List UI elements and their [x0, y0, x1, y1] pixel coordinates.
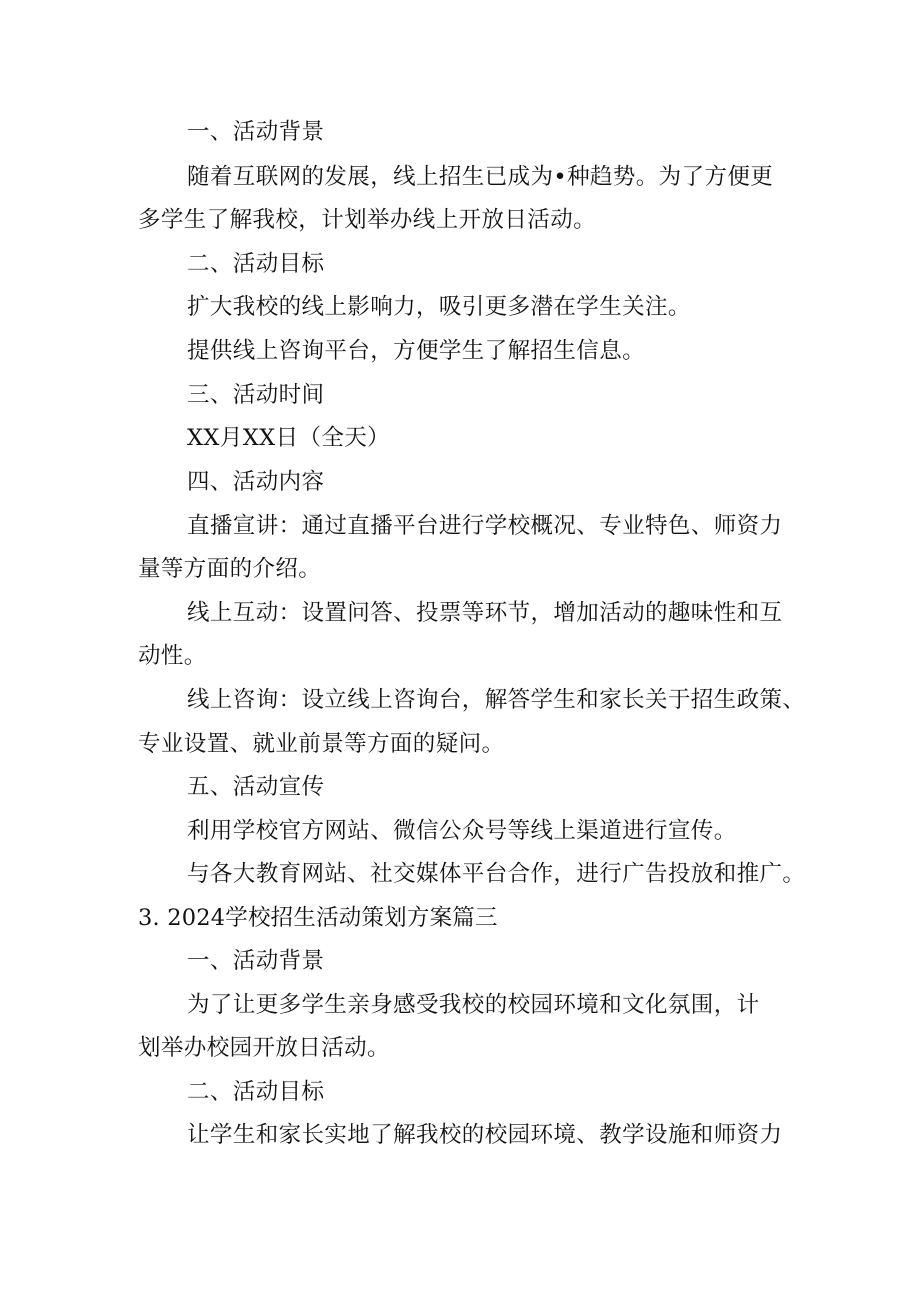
paragraph-line: 为了让更多学生亲身感受我校的校园环境和文化氛围，计: [187, 992, 760, 1018]
paragraph-line: 让学生和家长实地了解我校的校园环境、教学设施和师资力: [187, 1122, 783, 1148]
paragraph-line: 量等方面的介绍。: [138, 556, 322, 582]
paragraph-line: 与各大教育网站、社交媒体平台合作，进行广告投放和推广。: [187, 861, 806, 887]
paragraph-line: 线上咨询：设立线上咨询台，解答学生和家长关于招生政策、: [187, 687, 806, 713]
paragraph-line: 提供线上咨询平台，方便学生了解招生信息。: [187, 338, 646, 364]
paragraph-line: 动性。: [138, 643, 207, 669]
paragraph-line: 随着互联网的发展，线上招生已成为•种趋势。为了方便更: [187, 164, 774, 190]
paragraph-line: 专业设置、就业前景等方面的疑问。: [138, 731, 505, 757]
paragraph-line: 划举办校园开放日活动。: [138, 1035, 390, 1061]
paragraph-line: XX月XX日（全天）: [187, 425, 391, 451]
section-heading-promotion: 五、活动宣传: [187, 774, 325, 800]
section-heading-time: 三、活动时间: [187, 382, 325, 408]
paragraph-line: 直播宣讲：通过直播平台进行学校概况、专业特色、师资力: [187, 513, 783, 539]
section-heading-background: 一、活动背景: [187, 948, 325, 974]
section-heading-content: 四、活动内容: [187, 469, 325, 495]
section-heading-goals: 二、活动目标: [187, 251, 325, 277]
section-heading-goals: 二、活动目标: [187, 1079, 325, 1105]
paragraph-line: 扩大我校的线上影响力，吸引更多潜在学生关注。: [187, 294, 691, 320]
paragraph-line: 线上互动：设置问答、投票等环节，增加活动的趣味性和互: [187, 600, 783, 626]
paragraph-line: 多学生了解我校，计划举办线上开放日活动。: [138, 207, 597, 233]
paragraph-line: 利用学校官方网站、微信公众号等线上渠道进行宣传。: [187, 818, 737, 844]
section-heading-background: 一、活动背景: [187, 119, 325, 145]
chapter-title: 3. 2024学校招生活动策划方案篇三: [138, 905, 498, 931]
